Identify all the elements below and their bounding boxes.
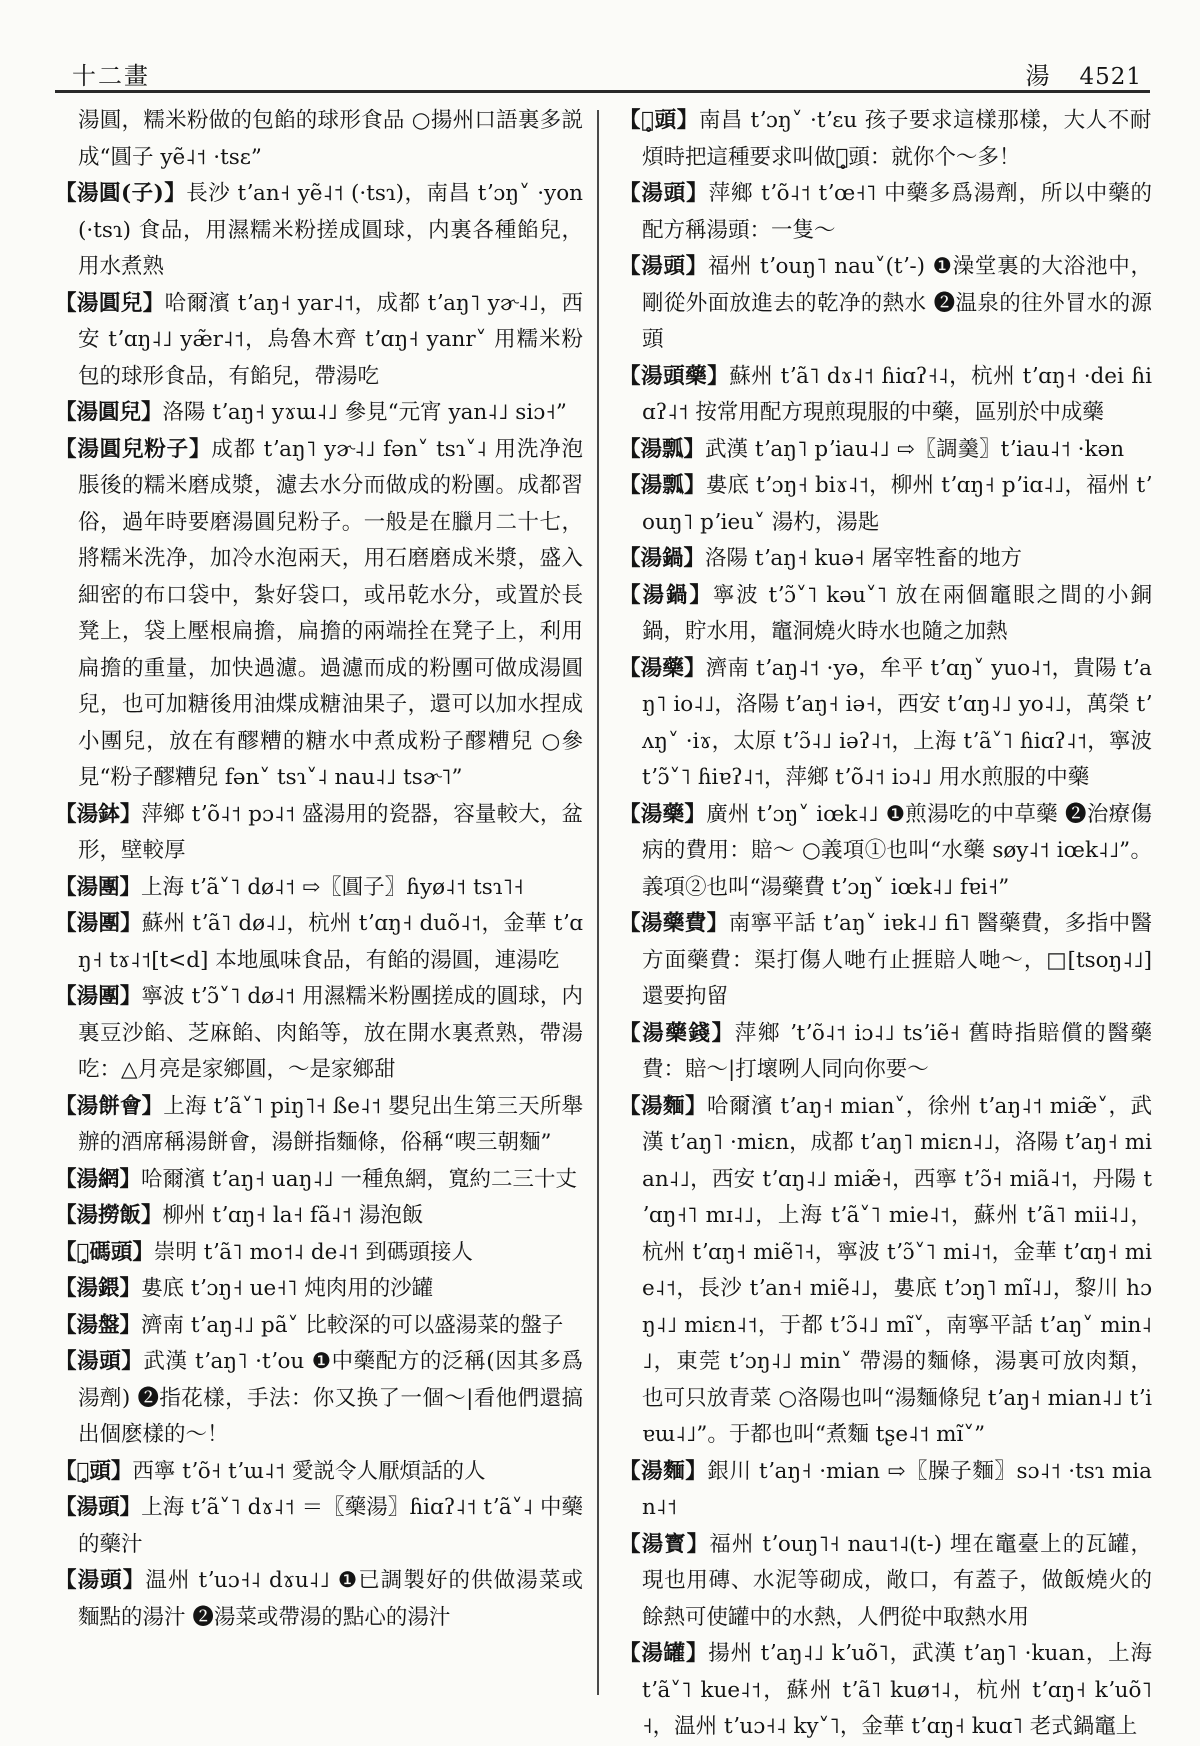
left-column — [55, 103, 583, 1746]
entry-body: 西寧 tʼõ˧ tʼɯ˨˦ 愛説令人厭煩話的人 — [132, 1458, 486, 1484]
entry-headword: 【湯撈飯】 — [55, 1203, 163, 1228]
entry-headword: 【湯̥頭】 — [55, 1458, 133, 1484]
entry-body: 哈爾濱 tʼaŋ˧ mian˅，徐州 tʼaŋ˨˦ miæ̃˅，武漢 tʼaŋ˥ ·miɛn，成都 tʼaŋ˥ miɛn˨˩，洛陽 tʼaŋ˧ mian˨˩，西安 tʼɑŋ˨˩ miæ̃˧，西寧 tʼɔ̃˧ miã˨˦，丹陽 tʼɑŋ˧˥ mɪ˨˩，上海 tʼã˅˥ mie˨˦，蘇州 tʼã˥ mii˨˩，杭州 tʼɑŋ˧ miẽ˥˧，寧波 tʼɔ̃˅˥ mi˨˦，金華 tʼɑŋ˧ mie˨˦，長沙 tʼan˧ miẽ˨˩，婁底 tʼɔŋ˥ mĩ˨˩，黎川 hɔŋ˨˩ miɛn˨˦，于都 tʼɔ̃˨˩ mĩ˅，南寧平話 tʼaŋ˅ min˨˩，東莞 tʼɔŋ˨˩ min˅ 帶湯的麵條，湯裏可放肉類，也可只放青菜 ○洛陽也叫“湯麵條兒 tʼaŋ˧ mian˨˩ tʼiɐɯ˨˩”。于都也叫“煮麵 tʂe˨˦ mĩ˅” — [642, 1093, 1152, 1447]
entry-headword: 【湯圓兒粉子】 — [55, 436, 212, 462]
entry-body: 婁底 tʼɔŋ˧ ue˧˥ 炖肉用的沙罐 — [141, 1276, 434, 1301]
entry-headword: 【湯藥】 — [619, 801, 707, 827]
dict-entry — [55, 906, 583, 979]
entry-headword: 【湯圓(子)】 — [55, 181, 187, 206]
entry-body: 蘇州 tʼã˥ dɤ˨˦ ɦiɑʔ˧˨，杭州 tʼɑŋ˧ ·dei ɦiɑʔ˨˦ 按常用配方現煎現服的中藥，區别於中成藥 — [642, 363, 1152, 425]
entry-body: 福州 tʼouŋ˥˧ nau˦˨(t-) 埋在竈臺上的瓦罐，現也用磚、水泥等砌成，敞口，有蓋子，做飯燒火的餘熱可使罐中的水熱，人們從中取熱水用 — [642, 1531, 1152, 1630]
entry-body: 洛陽 tʼaŋ˧ yɤɯ˨˩ 參見“元宵 yan˨˩ siɔ˧” — [162, 400, 567, 425]
entry-headword: 【湯團】 — [55, 911, 142, 936]
dict-entry — [619, 249, 1152, 359]
entry-body: 上海 tʼã˅˥ dɤ˨˦ ＝〖藥湯〗ɦiɑʔ˨˦ tʼã˅˨ 中藥的藥汁 — [78, 1495, 583, 1557]
entry-body: 長沙 tʼan˧ yẽ˨˦ (·tsɿ)，南昌 tʼɔŋ˅ ·yon (·tsɿ) 食品，用濕糯米粉搓成圓球，内裏各種餡兒，用水煮熟 — [78, 181, 583, 279]
dict-entry — [55, 176, 583, 286]
dict-entry — [619, 906, 1152, 1016]
page-number: 4521 — [1079, 64, 1142, 90]
entry-headword: 【湯̥碼頭】 — [55, 1239, 154, 1265]
dict-entry — [55, 1563, 583, 1636]
entry-body: 萍鄉 tʼõ˨˦ pɔ˨˦ 盛湯用的瓷器，容量較大，盆形，壁較厚 — [78, 801, 583, 863]
dict-entry — [55, 432, 583, 797]
entry-headword: 【湯藥費】 — [619, 911, 729, 936]
entry-body: 柳州 tʼɑŋ˧ la˧ fã˨˦ 湯泡飯 — [162, 1203, 424, 1228]
dict-entry — [619, 103, 1152, 176]
entry-headword: 【湯餅會】 — [55, 1093, 164, 1119]
entry-body: 温州 tʼuɔ˧˨ dɤu˨˩ ❶已調製好的供做湯菜或麵點的湯汁 ❷湯菜或帶湯的點心的湯汁 — [78, 1568, 583, 1630]
entry-headword: 【湯圓兒】 — [55, 290, 165, 316]
header-rule — [55, 90, 1150, 93]
dict-entry — [55, 286, 583, 396]
entry-body: 崇明 tʼã˥ mo˦˨ de˨˦ 到碼頭接人 — [153, 1239, 473, 1265]
entry-headword: 【湯盤】 — [55, 1312, 142, 1338]
entry-body: 濟南 tʼaŋ˨˩ pã˅ 比較深的可以盛湯菜的盤子 — [141, 1312, 564, 1338]
dict-entry — [55, 1089, 583, 1162]
dict-entry — [619, 1089, 1152, 1454]
entry-body: 揚州 tʼaŋ˨˩ kʼuõ˥，武漢 tʼaŋ˥ ·kuan，上海 tʼã˅˥ kue˨˦，蘇州 tʼã˥ kuø˦˨，杭州 tʼɑŋ˧ kʼuõ˥˧，温州 tʼuɔ˧˨ ky˅˥，金華 tʼɑŋ˧ kuɑ˥ 老式鍋竈上 — [642, 1641, 1152, 1739]
entry-headword: 【湯瓢】 — [619, 473, 706, 498]
dict-entry — [55, 797, 583, 870]
dict-entry — [55, 1162, 583, 1199]
text-columns — [55, 103, 1152, 1746]
dict-entry — [55, 1271, 583, 1308]
entry-body: 萍鄉 ʼtʼõ˨˦ iɔ˨˩ tsʼiẽ˧ 舊時指賠償的醫藥費：賠～|打壞咧人同向你要～ — [642, 1020, 1152, 1082]
entry-headword: 【湯麵】 — [619, 1458, 708, 1484]
stroke-section-label: 十二畫 — [72, 62, 150, 90]
dict-entry — [619, 432, 1152, 469]
dict-entry — [55, 979, 583, 1089]
dict-entry — [619, 651, 1152, 797]
entry-body: 福州 tʼouŋ˥ nau˅(tʼ-) ❶澡堂裏的大浴池中，剛從外面放進去的乾净的熱水 ❷温泉的往外冒水的源頭 — [642, 254, 1152, 352]
dict-entry — [619, 1454, 1152, 1527]
running-head-right — [1025, 56, 1142, 91]
entry-headword: 【湯團】 — [55, 984, 142, 1009]
entry-body: 洛陽 tʼaŋ˧ kuə˧ 屠宰牲畜的地方 — [705, 546, 1022, 571]
dict-entry — [55, 1490, 583, 1563]
entry-body: 哈爾濱 tʼaŋ˧ yar˨˦，成都 tʼaŋ˥ yɚ˨˩，西安 tʼɑŋ˨˩ yæ̃r˨˦，烏魯木齊 tʼɑŋ˧ yanr˅ 用糯米粉包的球形食品，有餡兒，帶湯吃 — [78, 290, 583, 389]
entry-headword: 【湯頭】 — [55, 1495, 142, 1520]
entry-body: 湯圓，糯米粉做的包餡的球形食品 ○揚州口語裏多説成“圓子 yẽ˨˦ ·tsɛ” — [78, 108, 583, 170]
entry-headword: 【湯團】 — [55, 874, 142, 900]
entry-headword: 【湯鍡】 — [55, 1276, 142, 1301]
entry-headword: 【湯麵】 — [619, 1093, 708, 1119]
entry-headword: 【湯頭】 — [619, 254, 708, 279]
entry-body: 上海 tʼã˅˥ dø˨˦ ⇨〖圓子〗ɦyø˨˦ tsɿ˥˧ — [141, 874, 524, 900]
radical-character: 湯 — [1025, 62, 1052, 90]
dict-entry — [55, 395, 583, 432]
dict-entry — [55, 1235, 583, 1272]
dict-entry — [619, 1016, 1152, 1089]
entry-headword: 【湯鍋】 — [619, 546, 706, 571]
dict-entry — [619, 468, 1152, 541]
entry-headword: 【湯瓢】 — [619, 436, 706, 462]
entry-body: 武漢 tʼaŋ˥ ·tʼou ❶中藥配方的泛稱(因其多爲湯劑) ❷指花樣，手法：你又换了一個～|看他們還搞出個麽樣的～！ — [78, 1349, 583, 1447]
dict-entry — [55, 1198, 583, 1235]
entry-headword: 【湯頭】 — [55, 1568, 146, 1593]
entry-body: 蘇州 tʼã˥ dø˨˩，杭州 tʼɑŋ˧ duõ˨˦，金華 tʼɑŋ˧ tɤ˨˦[t<d] 本地風味食品，有餡的湯圓，連湯吃 — [78, 911, 583, 973]
dict-entry — [619, 1527, 1152, 1637]
dict-entry — [619, 797, 1152, 907]
entry-headword: 【湯寳】 — [619, 1531, 710, 1557]
dict-entry — [55, 1308, 583, 1345]
entry-body: 寧波 tʼɔ̃˅˥ kəu˅˥ 放在兩個竈眼之間的小銅鍋，貯水用，竈洞燒火時水也隨之加熱 — [642, 582, 1152, 644]
entry-body: 南寧平話 tʼaŋ˅ iɐk˨˩ fi˥ 醫藥費，多指中醫方面藥費：渠打傷人哋冇止捱賠人哋～，□[tsoŋ˨˩]還要拘留 — [642, 911, 1152, 1009]
entry-headword: 【湯鍋】 — [619, 582, 713, 608]
entry-body: 上海 tʼã˅˥ piŋ˥˧ ße˨˦ 嬰兒出生第三天所舉辦的酒席稱湯餅會，湯餅指麵條，俗稱“喫三朝麵” — [78, 1093, 583, 1155]
dict-entry — [619, 578, 1152, 651]
entry-body: 廣州 tʼɔŋ˅ iœk˨˩ ❶煎湯吃的中草藥 ❷治療傷病的費用：賠～ ○義項①也叫“水藥 søy˨˦ iœk˨˩”。義項②也叫“湯藥費 tʼɔŋ˅ iœk˨˩ fɐi˧” — [642, 801, 1152, 900]
entry-headword: 【湯̥頭】 — [619, 108, 699, 133]
entry-body: 濟南 tʼaŋ˨˦ ·yə，牟平 tʼɑŋ˅ yuo˨˦，貴陽 tʼaŋ˥ io˨˩，洛陽 tʼaŋ˧ iə˧，西安 tʼɑŋ˨˩ yo˨˩，萬榮 tʼʌŋ˅ ·iɤ，太原 tʼɔ̃˨˩ iəʔ˨˦，上海 tʼã˅˥ ɦiɑʔ˨˦，寧波 tʼɔ̃˅˥ ɦiɐʔ˨˦，萍鄉 tʼõ˨˦ iɔ˨˩ 用水煎服的中藥 — [642, 655, 1152, 790]
entry-body: 成都 tʼaŋ˥ yɚ˨˩ fən˅ tsɿ˅˨ 用洗净泡脹後的糯米磨成漿，濾去水分而做成的粉團。成都習俗，過年時要磨湯圓兒粉子。一般是在臘月二十七，將糯米洗净，加冷水泡兩天，用石磨磨成米漿，盛入細密的布口袋中，紮好袋口，或吊乾水分，或置於長凳上，袋上壓根扁擔，扁擔的兩端拴在凳子上，利用扁擔的重量，加快過濾。過濾而成的粉團可做成湯圓兒，也可加糖後用油煠成糖油果子，還可以加水捏成小團兒，放在有醪糟的糖水中煮成粉子醪糟兒 ○參見“粉子醪糟兒 fən˅ tsɿ˅˨ nau˨˩ tsɚ˥” — [78, 436, 583, 790]
entry-body: 寧波 tʼɔ̃˅˥ dø˨˦ 用濕糯米粉團搓成的圓球，内裏豆沙餡、芝麻餡、肉餡等，放在開水裏煮熟，帶湯吃：△月亮是家鄉圓，～是家鄉甜 — [78, 984, 583, 1082]
entry-body: 萍鄉 tʼõ˨˦ tʼœ˧˥ 中藥多爲湯劑，所以中藥的配方稱湯頭：一隻～ — [642, 181, 1152, 243]
entry-headword: 【湯鉢】 — [55, 801, 142, 827]
dict-entry — [619, 541, 1152, 578]
entry-headword: 【湯藥】 — [619, 655, 706, 681]
dict-entry — [55, 1344, 583, 1454]
entry-body: 武漢 tʼaŋ˥ pʼiau˨˩ ⇨〖調羹〗tʼiau˨˦ ·kən — [705, 436, 1125, 462]
entry-headword: 【湯藥錢】 — [619, 1020, 735, 1046]
entry-headword: 【湯圓兒】 — [55, 400, 163, 425]
running-head — [72, 56, 1142, 91]
entry-headword: 【湯罐】 — [619, 1641, 709, 1666]
dict-entry — [619, 359, 1152, 432]
right-column — [619, 103, 1152, 1746]
entry-headword: 【湯網】 — [55, 1166, 142, 1192]
entry-body: 南昌 tʼɔŋ˅ ·tʼɛu 孩子要求這樣那樣，大人不耐煩時把這種要求叫做湯̥頭：就你个～多！ — [642, 108, 1152, 170]
dict-entry — [55, 870, 583, 907]
entry-headword: 【湯頭】 — [619, 181, 709, 206]
dict-entry — [619, 176, 1152, 249]
entry-body: 婁底 tʼɔŋ˧ biɤ˨˦，柳州 tʼɑŋ˧ pʼiɑ˨˩，福州 tʼouŋ˥ pʼieu˅ 湯杓，湯匙 — [642, 473, 1152, 535]
entry-body: 哈爾濱 tʼaŋ˧ uaŋ˨˩ 一種魚網，寬約二三十丈 — [141, 1166, 577, 1192]
entry-headword: 【湯頭藥】 — [619, 363, 730, 389]
dict-entry — [55, 1454, 583, 1491]
dict-entry — [619, 1636, 1152, 1746]
dict-entry — [55, 103, 583, 176]
entry-headword: 【湯頭】 — [55, 1349, 144, 1374]
entry-body: 銀川 tʼaŋ˧ ·mian ⇨〖臊子麵〗sɔ˨˦ ·tsɿ mian˨˦ — [642, 1458, 1152, 1520]
